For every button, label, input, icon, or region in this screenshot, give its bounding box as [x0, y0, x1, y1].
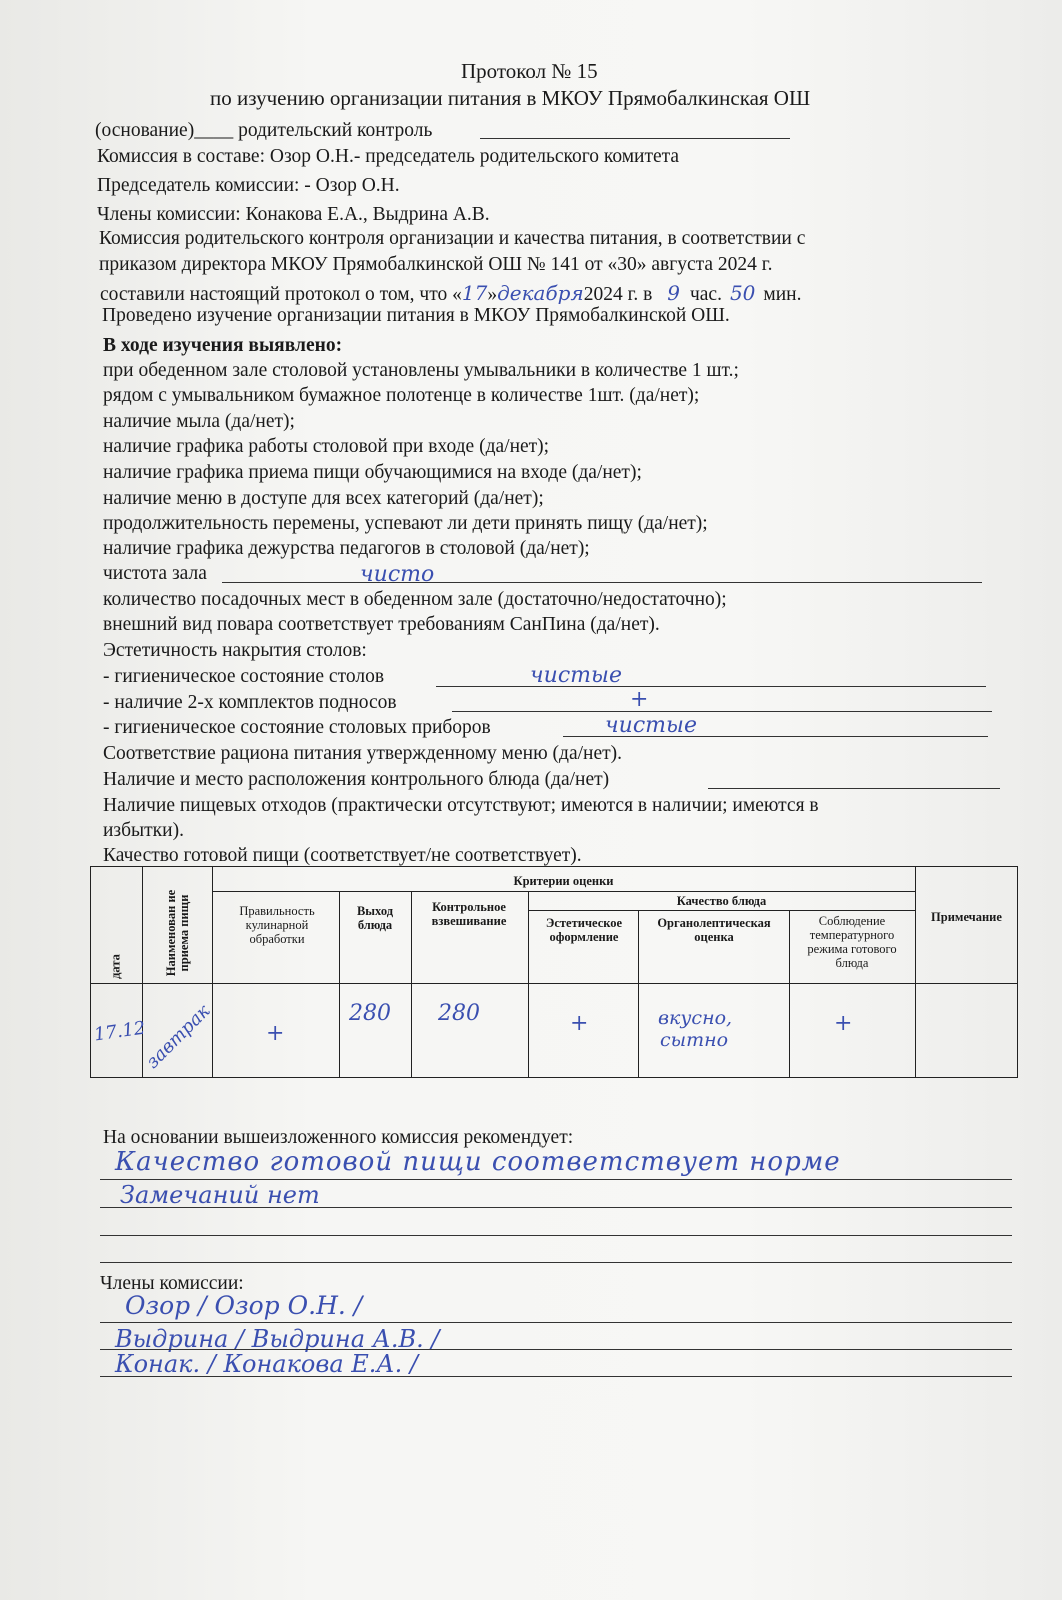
protocol-hour: 9	[667, 281, 680, 305]
finding-work-schedule: наличие графика работы столовой при входе (да/нет);	[103, 436, 550, 457]
vline-8	[915, 866, 916, 1078]
chairman-line: Председатель комиссии: - Озор О.Н.	[97, 175, 400, 196]
protocol-day: 17	[461, 281, 488, 305]
col-aesthetic-header: Эстетическое оформление	[545, 916, 623, 944]
hall-cleanliness-label: чистота зала	[103, 563, 207, 584]
basis-underline	[480, 138, 790, 139]
signature-3: Конак. / Конакова Е.А. /	[115, 1350, 418, 1378]
protocol-prefix: составили настоящий протокол о том, что «	[100, 284, 462, 305]
document-subtitle: по изучению организации питания в МКОУ Прямобалкинская ОШ	[210, 86, 811, 110]
row-yield: 280	[349, 1001, 391, 1026]
vline-4	[411, 891, 412, 1078]
vline-6	[638, 910, 639, 1078]
signatures-label: Члены комиссии:	[100, 1273, 244, 1294]
vline-7	[789, 910, 790, 1078]
hall-cleanliness-value: чисто	[360, 562, 435, 587]
quality-header: Качество блюда	[676, 894, 767, 908]
order-line-2: приказом директора МКОУ Прямобалкинской ОШ № 141 от «30» августа 2024 г.	[99, 254, 773, 275]
hline-quality	[528, 910, 915, 911]
trays-label: - наличие 2-х комплектов подносов	[103, 692, 397, 713]
signature-underline-1	[100, 1322, 1012, 1323]
finding-duty-schedule: наличие графика дежурства педагогов в столовой (да/нет);	[103, 538, 590, 559]
finding-food-quality: Качество готовой пищи (соответствует/не соответствует).	[103, 845, 582, 866]
protocol-min-label: мин.	[763, 284, 802, 305]
finding-seats: количество посадочных мест в обеденном зале (достаточно/недостаточно);	[103, 589, 727, 610]
recommend-underline-1	[100, 1179, 1012, 1180]
row-weigh: 280	[438, 1001, 480, 1026]
recommend-line-1: Качество готовой пищи соответствует норме	[115, 1147, 841, 1177]
row-organoleptic-1: вкусно,	[658, 1007, 733, 1029]
cutlery-hygiene-label: - гигиеническое состояние столовых приборов	[103, 717, 491, 738]
hall-cleanliness-underline	[222, 582, 982, 583]
finding-towel: рядом с умывальником бумажное полотенце в количестве 1шт. (да/нет);	[103, 385, 700, 406]
hline-criteria	[212, 891, 915, 892]
finding-aesthetics: Эстетичность накрытия столов:	[103, 640, 367, 661]
members-line: Члены комиссии: Конакова Е.А., Выдрина А.В.	[97, 204, 490, 225]
finding-ration: Соответствие рациона питания утвержденному меню (да/нет).	[103, 743, 622, 764]
vline-3	[339, 891, 340, 1078]
recommend-label: На основании вышеизложенного комиссия рекомендует:	[103, 1127, 574, 1148]
recommend-underline-3	[100, 1235, 1012, 1236]
tables-hygiene-value: чистые	[530, 663, 622, 688]
finding-break: продолжительность перемены, успевают ли дети принять пищу (да/нет);	[103, 513, 708, 534]
row-aesthetic: +	[570, 1011, 589, 1036]
row-temp: +	[834, 1011, 853, 1036]
protocol-date-line	[100, 281, 802, 306]
finding-menu: наличие меню в доступе для всех категорий (да/нет);	[103, 488, 544, 509]
finding-meal-schedule: наличие графика приема пищи обучающимися на входе (да/нет);	[103, 462, 642, 483]
study-line: Проведено изучение организации питания в МКОУ Прямобалкинской ОШ.	[102, 305, 730, 326]
trays-underline	[452, 711, 992, 712]
protocol-year: 2024 г. в	[583, 284, 658, 305]
col-organoleptic-header: Органолептическая оценка	[657, 916, 771, 944]
protocol-month: декабря	[497, 281, 584, 305]
commission-line: Комиссия в составе: Озор О.Н.- председатель родительского комитета	[97, 146, 680, 167]
hline-header-bottom	[90, 983, 1018, 984]
col-date-header: дата	[108, 954, 123, 979]
row-culinary: +	[266, 1021, 285, 1046]
finding-washbasins: при обеденном зале столовой установлены умывальники в количестве 1 шт.;	[103, 360, 739, 381]
signature-1: Озор / Озор О.Н. /	[125, 1291, 363, 1320]
vline-2	[212, 866, 213, 1078]
finding-waste-2: избытки).	[103, 820, 184, 841]
control-dish-underline	[708, 788, 1000, 789]
tables-hygiene-label: - гигиеническое состояние столов	[103, 666, 385, 687]
findings-heading: В ходе изучения выявлено:	[103, 335, 343, 356]
recommend-underline-2	[100, 1207, 1012, 1208]
col-culinary-header: Правильность кулинарной обработки	[239, 904, 315, 946]
order-line-1: Комиссия родительского контроля организации и качества питания, в соответствии с	[99, 228, 806, 249]
row-date: 17.12	[92, 1017, 147, 1046]
protocol-hour-label: час.	[689, 284, 722, 305]
finding-control-dish: Наличие и место расположения контрольного блюда (да/нет)	[103, 769, 610, 790]
protocol-quote: »	[487, 284, 498, 305]
signature-underline-3	[100, 1376, 1012, 1377]
row-organoleptic-2: сытно	[660, 1029, 729, 1051]
criteria-header: Критерии оценки	[513, 874, 614, 888]
col-weigh-header: Контрольное взвешивание	[431, 900, 507, 928]
finding-waste-1: Наличие пищевых отходов (практически отсутствуют; имеются в наличии; имеются в	[103, 795, 819, 816]
col-temp-header: Соблюдение температурного режима готового блюда	[807, 914, 897, 970]
recommend-underline-4	[100, 1262, 1012, 1263]
signature-2: Выдрина / Выдрина А.В. /	[115, 1325, 440, 1353]
col-note-header: Примечание	[931, 910, 1002, 924]
col-yield-header: Выход блюда	[356, 904, 394, 932]
vline-5	[528, 891, 529, 1078]
recommend-line-2: Замечаний нет	[120, 1181, 320, 1209]
row-meal: завтрак	[142, 1000, 215, 1073]
document-title: Протокол № 15	[461, 59, 598, 83]
vline-1	[142, 866, 143, 1078]
col-meal-header: Наименован ие приема пищи	[164, 889, 191, 977]
trays-value: +	[630, 687, 649, 712]
basis-label: (основание)____ родительский контроль	[95, 120, 433, 141]
finding-soap: наличие мыла (да/нет);	[103, 411, 295, 432]
finding-cook: внешний вид повара соответствует требованиям СанПина (да/нет).	[103, 614, 660, 635]
protocol-min: 50	[729, 281, 756, 305]
cutlery-hygiene-value: чистые	[605, 713, 697, 738]
tables-hygiene-underline	[436, 686, 986, 687]
